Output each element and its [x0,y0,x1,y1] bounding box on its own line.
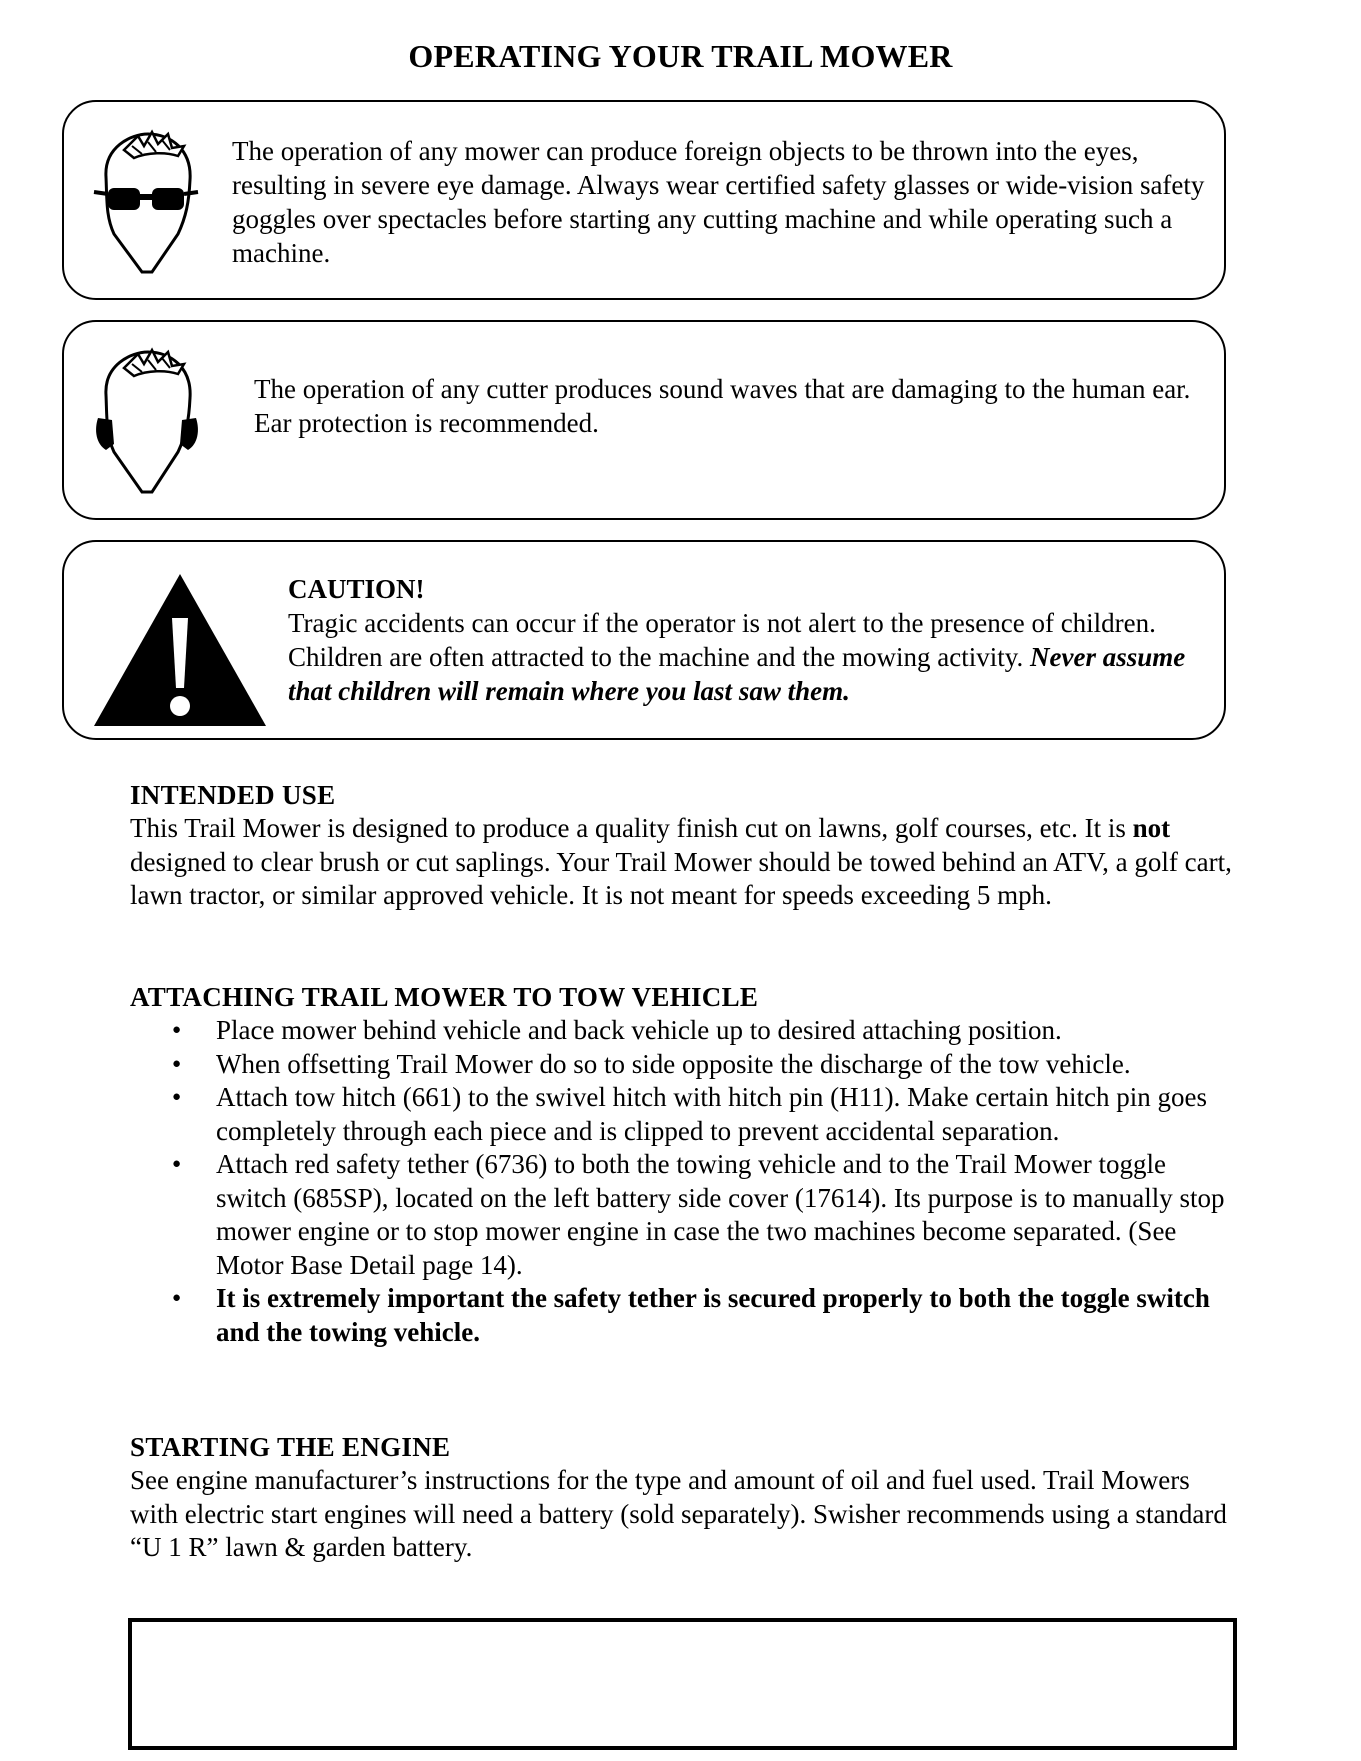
intended-use-section [130,778,1240,913]
empty-notice-box [128,1618,1237,1750]
attaching-section [130,980,1240,1349]
caution-emphasis: Never assume that children will remain where you last saw them. [288,642,1186,706]
attaching-steps-list [130,1014,1240,1349]
ear-protection-text: The operation of any cutter produces sound waves that are damaging to the human ear. Ear protection is recommended. [254,374,1191,438]
page-title: OPERATING YOUR TRAIL MOWER [408,38,953,74]
ear-protection-warning [62,320,1226,520]
face-safety-glasses-icon [86,122,206,277]
list-item-safety-tether: ● It is extremely important the safety tether is secured properly to both the toggle switch and the towing vehicle. [130,1282,1240,1349]
starting-engine-text: See engine manufacturer’s instructions for the type and amount of oil and fuel used. Trail Mowers with electric start engines will need a battery (sold separately). Swisher recommends using a standard “U 1 R” lawn & garden battery. [130,1465,1227,1562]
not-emphasis: not [1132,813,1171,843]
warning-triangle-icon [90,570,270,730]
attaching-heading: ATTACHING TRAIL MOWER TO TOW VEHICLE [130,982,759,1012]
eye-protection-text: The operation of any mower can produce foreign objects to be thrown into the eyes, resulting in severe eye damage. Always wear certified safety glasses or wide-vision safety goggles over spectacles before starting any cutting machine and while operating such a machine. [232,136,1205,268]
intended-use-text: This Trail Mower is designed to produce a quality finish cut on lawns, golf courses, etc. It is not designed to clear brush or cut saplings. Your Trail Mower should be towed behind an ATV, a golf cart, lawn tractor, or similar approved vehicle. It is not meant for speeds exceeding 5 mph. [130,813,1232,910]
starting-engine-heading: STARTING THE ENGINE [130,1432,451,1462]
caution-body: Tragic accidents can occur if the operator is not alert to the presence of children. Children are often attracted to the machine and the mowing activity. Never assume that children will remain where you last saw them. [288,608,1186,706]
starting-engine-section [130,1430,1240,1565]
list-item: ● Attach red safety tether (6736) to both the towing vehicle and to the Trail Mower toggle switch (685SP), located on the left battery side cover (17614). Its purpose is to manually stop mower engine or to stop mower engine in case the two machines become separated. (See Motor Base Detail page 14). [130,1148,1240,1282]
list-item: ● Attach tow hitch (661) to the swivel hitch with hitch pin (H11). Make certain hitch pin goes completely through each piece and is clipped to prevent accidental separation. [130,1081,1240,1148]
intended-use-heading: INTENDED USE [130,780,336,810]
list-item: ● When offsetting Trail Mower do so to side opposite the discharge of the tow vehicle. [130,1048,1240,1082]
list-item: ● Place mower behind vehicle and back vehicle up to desired attaching position. [130,1014,1240,1048]
caution-warning [62,540,1226,740]
caution-heading: CAUTION! [288,574,425,604]
face-ear-protection-icon [86,340,206,500]
caution-text-block [288,572,1218,708]
eye-protection-warning [62,100,1226,300]
